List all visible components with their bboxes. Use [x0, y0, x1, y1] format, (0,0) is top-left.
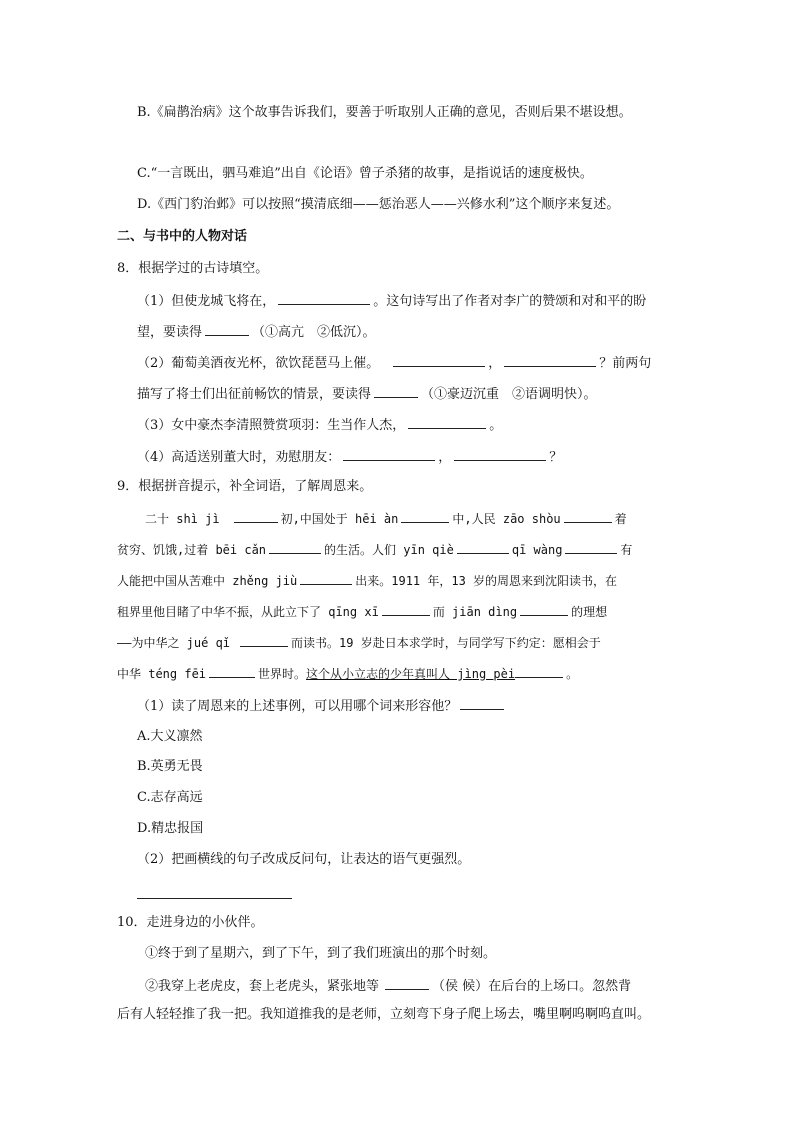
- section-heading: 二、与书中的人物对话: [117, 229, 248, 244]
- answer-blank[interactable]: [515, 664, 563, 678]
- answer-blank[interactable]: [374, 384, 418, 398]
- q9-sub-2: （2）把画横线的句子改成反问句，让表达的语气更强烈。: [137, 852, 471, 867]
- q8-line-3: （2）葡萄美酒夜光杯，欲饮琵琶马上催。 ， ？前两句: [137, 353, 651, 373]
- q8-line-1: （1）但使龙城飞将在， 。这句诗写出了作者对李广的赞颂和对和平的盼: [137, 291, 646, 311]
- answer-blank[interactable]: [234, 509, 278, 523]
- q10-para-2: ②我穿上老虎皮，套上老虎头，紧张地等 （侯 候）在后台的上场口。忽然背: [145, 976, 631, 996]
- q8-line-6: （4）高适送别董大时，劝慰朋友： ， ？: [137, 447, 562, 467]
- choice-d: D.精忠报国: [137, 821, 204, 836]
- question-10-title: 10．走进身边的小伙伴。: [117, 915, 264, 930]
- question-8-title: 8．根据学过的古诗填空。: [117, 261, 269, 276]
- q8-line-4: 描写了将士们出征前畅饮的情景，要读得 （①豪迈沉重 ②语调明快）。: [137, 384, 597, 404]
- choice-c: C.志存高远: [137, 790, 203, 805]
- answer-line[interactable]: [137, 898, 292, 899]
- answer-blank[interactable]: [269, 540, 321, 554]
- answer-blank[interactable]: [382, 602, 430, 616]
- option-d: D.《西门豹治邺》可以按照“摸清底细——惩治恶人——兴修水利”这个顺序来复述。: [137, 197, 620, 212]
- q10-para-1: ①终于到了星期六，到了下午，到了我们班演出的那个时刻。: [145, 946, 497, 961]
- answer-blank[interactable]: [205, 322, 249, 336]
- choice-b: B.英勇无畏: [137, 759, 203, 774]
- q9-passage-line-3: 人能把中国从苦难中 zhěng jiù 出来。1911 年，13 岁的周恩来到沈阳读书，在: [117, 571, 617, 590]
- answer-blank[interactable]: [343, 447, 435, 461]
- answer-blank[interactable]: [278, 291, 370, 305]
- question-9-title: 9．根据拼音提示，补全词语，了解周恩来。: [117, 479, 373, 494]
- answer-blank[interactable]: [457, 540, 509, 554]
- answer-blank[interactable]: [240, 633, 288, 647]
- choice-a: A.大义凛然: [137, 729, 203, 744]
- answer-blank[interactable]: [520, 602, 568, 616]
- answer-blank[interactable]: [408, 415, 486, 429]
- option-b: B.《扁鹊治病》这个故事告诉我们，要善于听取别人正确的意见，否则后果不堪设想。: [137, 105, 632, 120]
- answer-blank[interactable]: [564, 509, 612, 523]
- q9-passage-line-2: 贫穷、饥饿,过着 bēi cǎn 的生活。人们 yīn qiè qī wàng 有: [117, 540, 632, 559]
- answer-blank[interactable]: [504, 353, 596, 367]
- answer-blank[interactable]: [393, 353, 485, 367]
- answer-blank[interactable]: [454, 447, 546, 461]
- answer-blank[interactable]: [385, 976, 429, 990]
- answer-blank[interactable]: [460, 696, 504, 710]
- underlined-sentence: 这个从小立志的少年真叫人 jìng pèi: [306, 667, 516, 681]
- q10-para-3: 后有人轻轻推了我一把。我知道推我的是老师，立刻弯下身子爬上场去，嘴里啊呜啊呜直叫。: [117, 1007, 651, 1022]
- answer-blank[interactable]: [401, 509, 449, 523]
- answer-blank[interactable]: [300, 571, 352, 585]
- q9-passage-line-6: 中华 téng fēi 世界时。这个从小立志的少年真叫人 jìng pèi 。: [117, 664, 578, 683]
- q8-line-2: 望，要读得 （①高亢 ②低沉）。: [137, 322, 376, 342]
- q8-line-5: （3）女中豪杰李清照赞赏项羽：生当作人杰， 。: [137, 415, 502, 435]
- q9-sub-1: （1）读了周恩来的上述事例，可以用哪个词来形容他？: [137, 696, 507, 716]
- q9-passage-line-1: 二十 shì jì 初,中国处于 hēi àn 中,人民 zāo shòu 着: [145, 509, 627, 528]
- q9-passage-line-5: ——为中华之 jué qǐ 而读书。19 岁赴日本求学时，与同学写下约定：愿相会于: [117, 633, 601, 652]
- option-c: C.“一言既出，驷马难追”出自《论语》曾子杀猪的故事，是指说话的速度极快。: [137, 166, 593, 181]
- answer-blank[interactable]: [565, 540, 617, 554]
- answer-blank[interactable]: [209, 664, 255, 678]
- q9-passage-line-4: 租界里他目睹了中华不振，从此立下了 qīng xī 而 jiān dìng 的理想: [117, 602, 607, 621]
